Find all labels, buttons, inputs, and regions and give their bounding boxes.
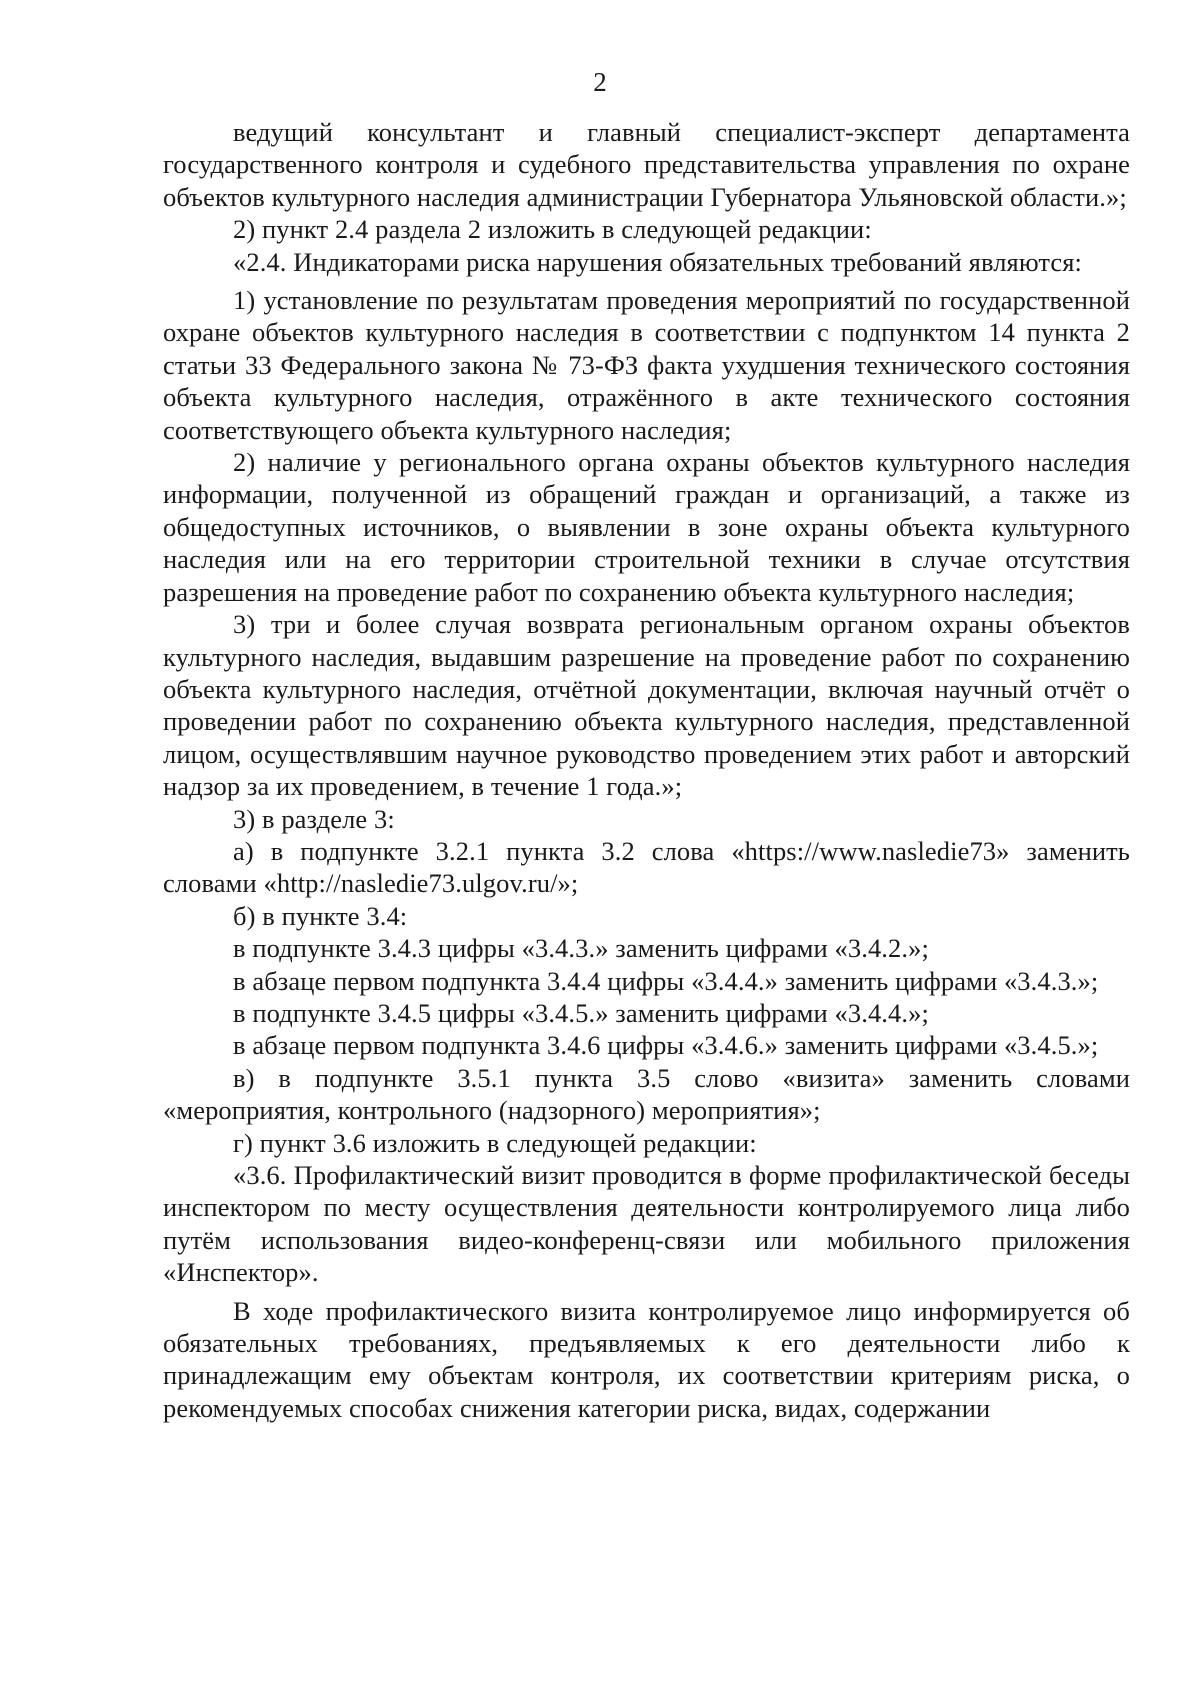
paragraph-continuation: ведущий консультант и главный специалист-эксперт департамента государственного контроля и судебного представительства управления по охране объектов культурного наследия администрации Губернатора Ульяновской области.»; [163, 117, 1130, 212]
paragraph-3-4-3: в подпункте 3.4.3 цифры «3.4.3.» заменить цифрами «3.4.2.»; [233, 933, 929, 964]
paragraph-sub-b: б) в пункте 3.4: [233, 900, 408, 931]
paragraph-sub-a: а) в подпункте 3.2.1 пункта 3.2 слова «https://www.nasledie73» заменить словами «http://nasledie73.ulgov.ru/»; [163, 835, 1130, 899]
paragraph-3-6: «3.6. Профилактический визит проводится в форме профилактической беседы инспектором по месту осуществления деятельности контролируемого лица либо путём использования видео-конференц-связи или мобильного приложения «Инспектор». [163, 1160, 1130, 1288]
paragraph-item-2: 2) пункт 2.4 раздела 2 изложить в следующей редакции: [233, 214, 872, 245]
page-number: 2 [593, 67, 607, 97]
paragraph-indicator-1: 1) установление по результатам проведения мероприятий по государственной охране объектов культурного наследия в соответствии с подпунктом 14 пункта 2 статьи 33 Федерального закона № 73-ФЗ факта ухудшения технического состояния объекта культурного наследия, отражённого в акте технического состояния соответствующего объекта культурного наследия; [163, 285, 1130, 445]
paragraph-section-3: 3) в разделе 3: [233, 803, 395, 834]
paragraph-sub-v: в) в подпункте 3.5.1 пункта 3.5 слово «визита» заменить словами «мероприятия, контрольного (надзорного) мероприятия»; [163, 1062, 1130, 1126]
paragraph-3-4-4: в абзаце первом подпункта 3.4.4 цифры «3.4.4.» заменить цифрами «3.4.3.»; [233, 965, 1099, 996]
paragraph-indicator-2: 2) наличие у регионального органа охраны объектов культурного наследия информации, полученной из обращений граждан и организаций, а также из общедоступных источников, о выявлении в зоне охраны объекта культурного наследия или на его территории строительной техники в случае отсутствия разрешения на проведение работ по сохранению объекта культурного наследия; [163, 447, 1130, 607]
paragraph-sub-g: г) пункт 3.6 изложить в следующей редакции: [233, 1127, 757, 1158]
document-body [163, 116, 1130, 1424]
paragraph-indicator-3: 3) три и более случая возврата региональным органом охраны объектов культурного наследия, выдавшим разрешение на проведение работ по сохранению объекта культурного наследия, отчётной документации, включая научный отчёт о проведении работ по сохранению объекта культурного наследия, представленной лицом, осуществлявшим научное руководство проведением этих работ и авторский надзор за их проведением, в течение 1 года.»; [163, 609, 1130, 802]
paragraph-3-4-6: в абзаце первом подпункта 3.4.6 цифры «3.4.6.» заменить цифрами «3.4.5.»; [233, 1030, 1099, 1061]
paragraph-2-4: «2.4. Индикаторами риска нарушения обязательных требований являются: [233, 246, 1083, 277]
paragraph-visit-info: В ходе профилактического визита контролируемое лицо информируется об обязательных требованиях, предъявляемых к его деятельности либо к принадлежащим ему объектам контроля, их соответствии критериям риска, о рекомендуемых способах снижения категории риска, видах, содержании [163, 1295, 1130, 1423]
paragraph-3-4-5: в подпункте 3.4.5 цифры «3.4.5.» заменить цифрами «3.4.4.»; [233, 997, 929, 1028]
